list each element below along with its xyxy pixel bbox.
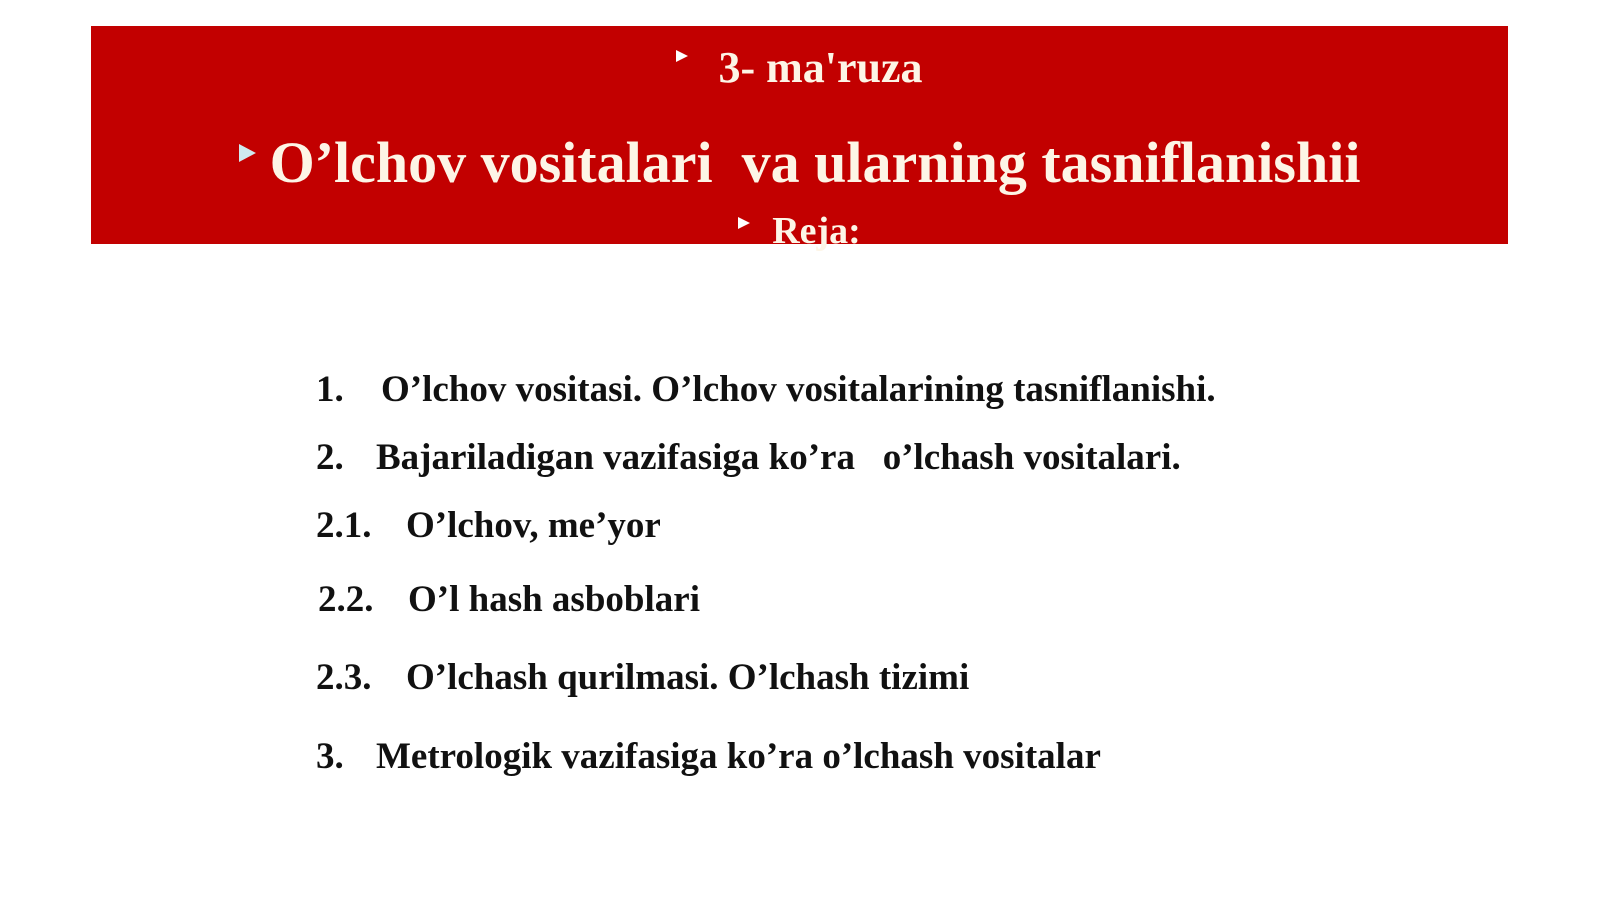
plan-item-number: 2.1. — [316, 505, 372, 546]
plan-item-number: 2.3. — [316, 657, 372, 698]
plan-item-text: O’l hash asboblari — [408, 579, 700, 620]
triangle-bullet-icon — [738, 217, 750, 229]
triangle-bullet-icon — [676, 50, 688, 62]
plan-item-text: O’lchov vositasi. O’lchov vositalarining tasniflanishi. — [381, 369, 1216, 410]
lecture-number-line — [91, 40, 1508, 96]
plan-heading-line — [91, 202, 1508, 260]
slide-title-line — [91, 128, 1508, 198]
slide-title: O’lchov vositalari va ularning tasniflanishii — [269, 130, 1361, 195]
plan-item-2-3 — [316, 656, 969, 700]
plan-item-text: Bajariladigan vazifasiga ko’ra o’lchash vositalari. — [376, 437, 1181, 478]
plan-item-text: Metrologik vazifasiga ko’ra o’lchash vositalar — [376, 736, 1101, 777]
lecture-label: 3- ma'ruza — [718, 43, 923, 92]
plan-item-2-2 — [318, 578, 700, 622]
plan-item-number: 3. — [316, 736, 344, 777]
plan-item-number: 2.2. — [318, 579, 374, 620]
plan-item-3 — [316, 735, 1101, 779]
header-band — [91, 26, 1508, 252]
plan-item-text: O’lchash qurilmasi. O’lchash tizimi — [406, 657, 970, 698]
plan-item-2-1 — [316, 504, 661, 548]
plan-item-2 — [316, 436, 1181, 480]
plan-item-1 — [316, 368, 1216, 412]
plan-heading: Reja: — [772, 210, 861, 252]
plan-item-number: 1. — [316, 369, 344, 410]
plan-item-text: O’lchov, me’yor — [406, 505, 661, 546]
triangle-bullet-icon — [239, 144, 256, 162]
plan-item-number: 2. — [316, 437, 344, 478]
